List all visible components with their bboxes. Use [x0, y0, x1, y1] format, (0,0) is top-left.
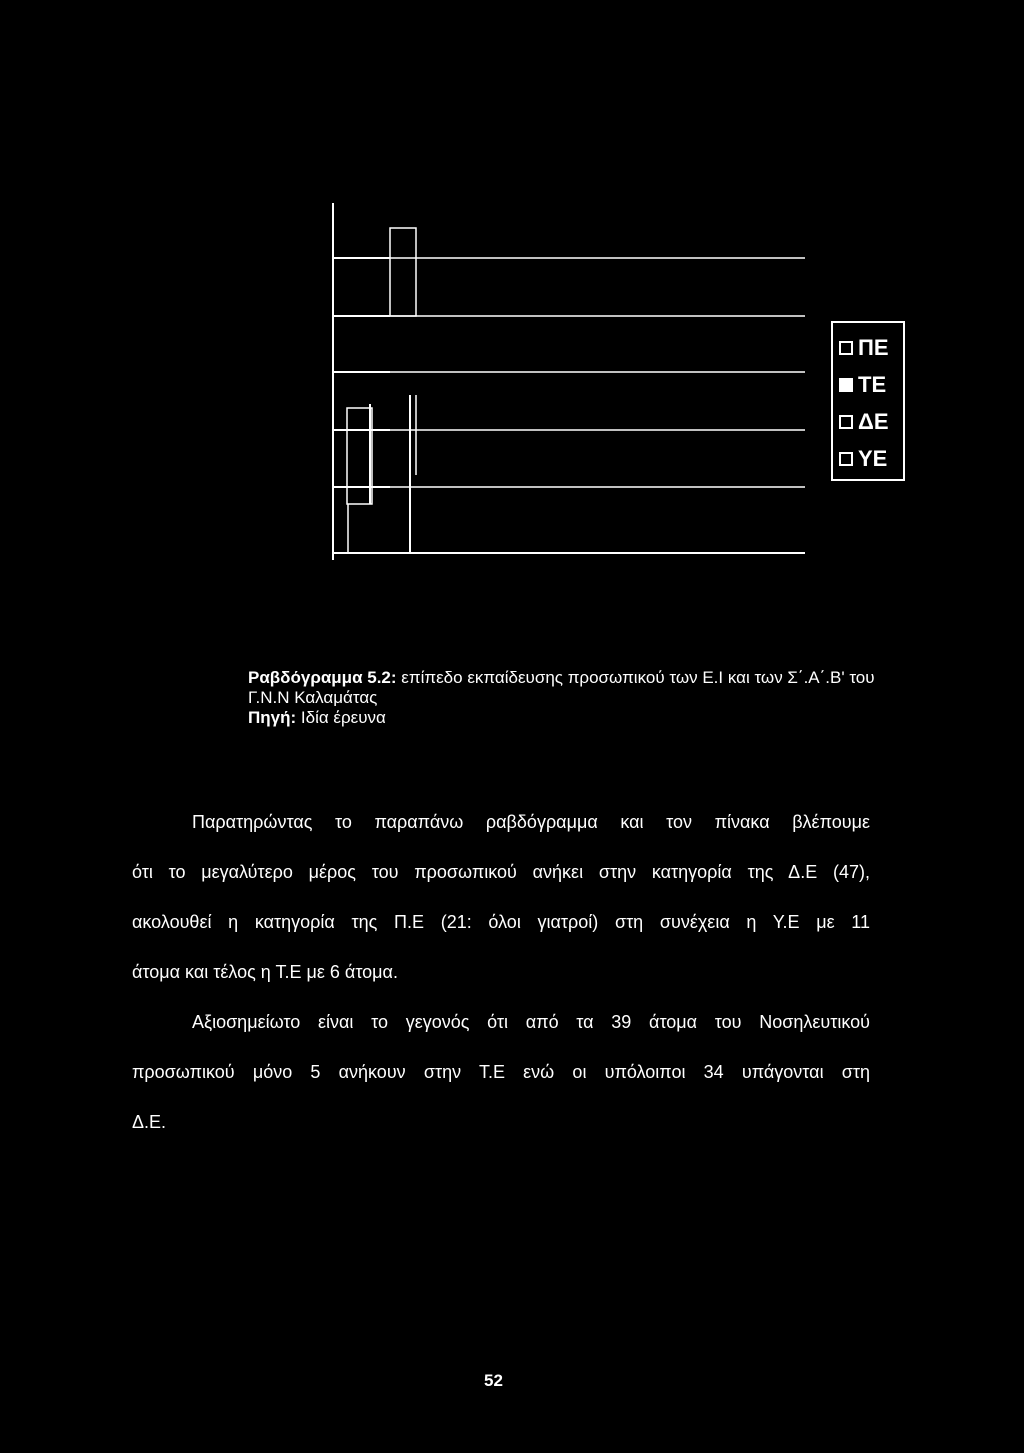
chart-legend	[831, 321, 905, 481]
paragraph-line: Δ.Ε.	[132, 1112, 167, 1132]
bar-te-outline-1	[347, 408, 372, 504]
bar-te-outline-0	[390, 228, 416, 316]
legend-label-de: ΔΕ	[858, 408, 889, 434]
paragraph-line: Αξιοσημείωτο είναι το γεγονός ότι από τα 39 άτομα του Νοσηλευτικού	[192, 1012, 870, 1032]
source-text: Ιδία έρευνα	[296, 708, 386, 727]
legend-label-pe: ΠΕ	[858, 334, 889, 360]
paragraph-line: προσωπικού μόνο 5 ανήκουν στην Τ.Ε ενώ οι υπόλοιποι 34 υπάγονται στη	[132, 1062, 870, 1082]
page-number: 52	[484, 1371, 503, 1390]
legend-label-te: ΤΕ	[858, 371, 887, 397]
paragraph-line: ότι το μεγαλύτερο μέρος του προσωπικού ανήκει στην κατηγορία της Δ.Ε (47),	[132, 862, 870, 882]
paragraph-line: άτομα και τέλος η Τ.Ε με 6 άτομα.	[132, 962, 398, 982]
legend-swatch-pe	[839, 341, 853, 355]
legend-item-pe	[839, 329, 903, 366]
legend-swatch-de	[839, 415, 853, 429]
legend-item-te	[839, 366, 903, 403]
figure-title	[248, 668, 888, 708]
paragraph-line: Παρατηρώντας το παραπάνω ραβδόγραμμα και τον πίνακα βλέπουμε	[192, 812, 870, 832]
legend-label-ye: ΥΕ	[858, 445, 888, 471]
legend-swatch-ye	[839, 452, 853, 466]
figure-text: επίπεδο εκπαίδευσης προσωπικού των Ε.Ι και των Σ΄.Α΄.Β' του Γ.Ν.Ν Καλαμάτας	[248, 668, 875, 707]
legend-item-ye	[839, 440, 903, 477]
paragraph-line: ακολουθεί η κατηγορία της Π.Ε (21: όλοι γιατροί) στη συνέχεια η Υ.Ε με 11	[132, 912, 870, 932]
source-label: Πηγή:	[248, 708, 297, 727]
figure-label: Ραβδόγραμμα 5.2:	[248, 668, 397, 687]
legend-swatch-te	[839, 378, 853, 392]
education-level-bar-chart	[0, 0, 1024, 600]
figure-caption	[248, 668, 888, 728]
figure-source	[248, 708, 888, 728]
legend-item-de	[839, 403, 903, 440]
